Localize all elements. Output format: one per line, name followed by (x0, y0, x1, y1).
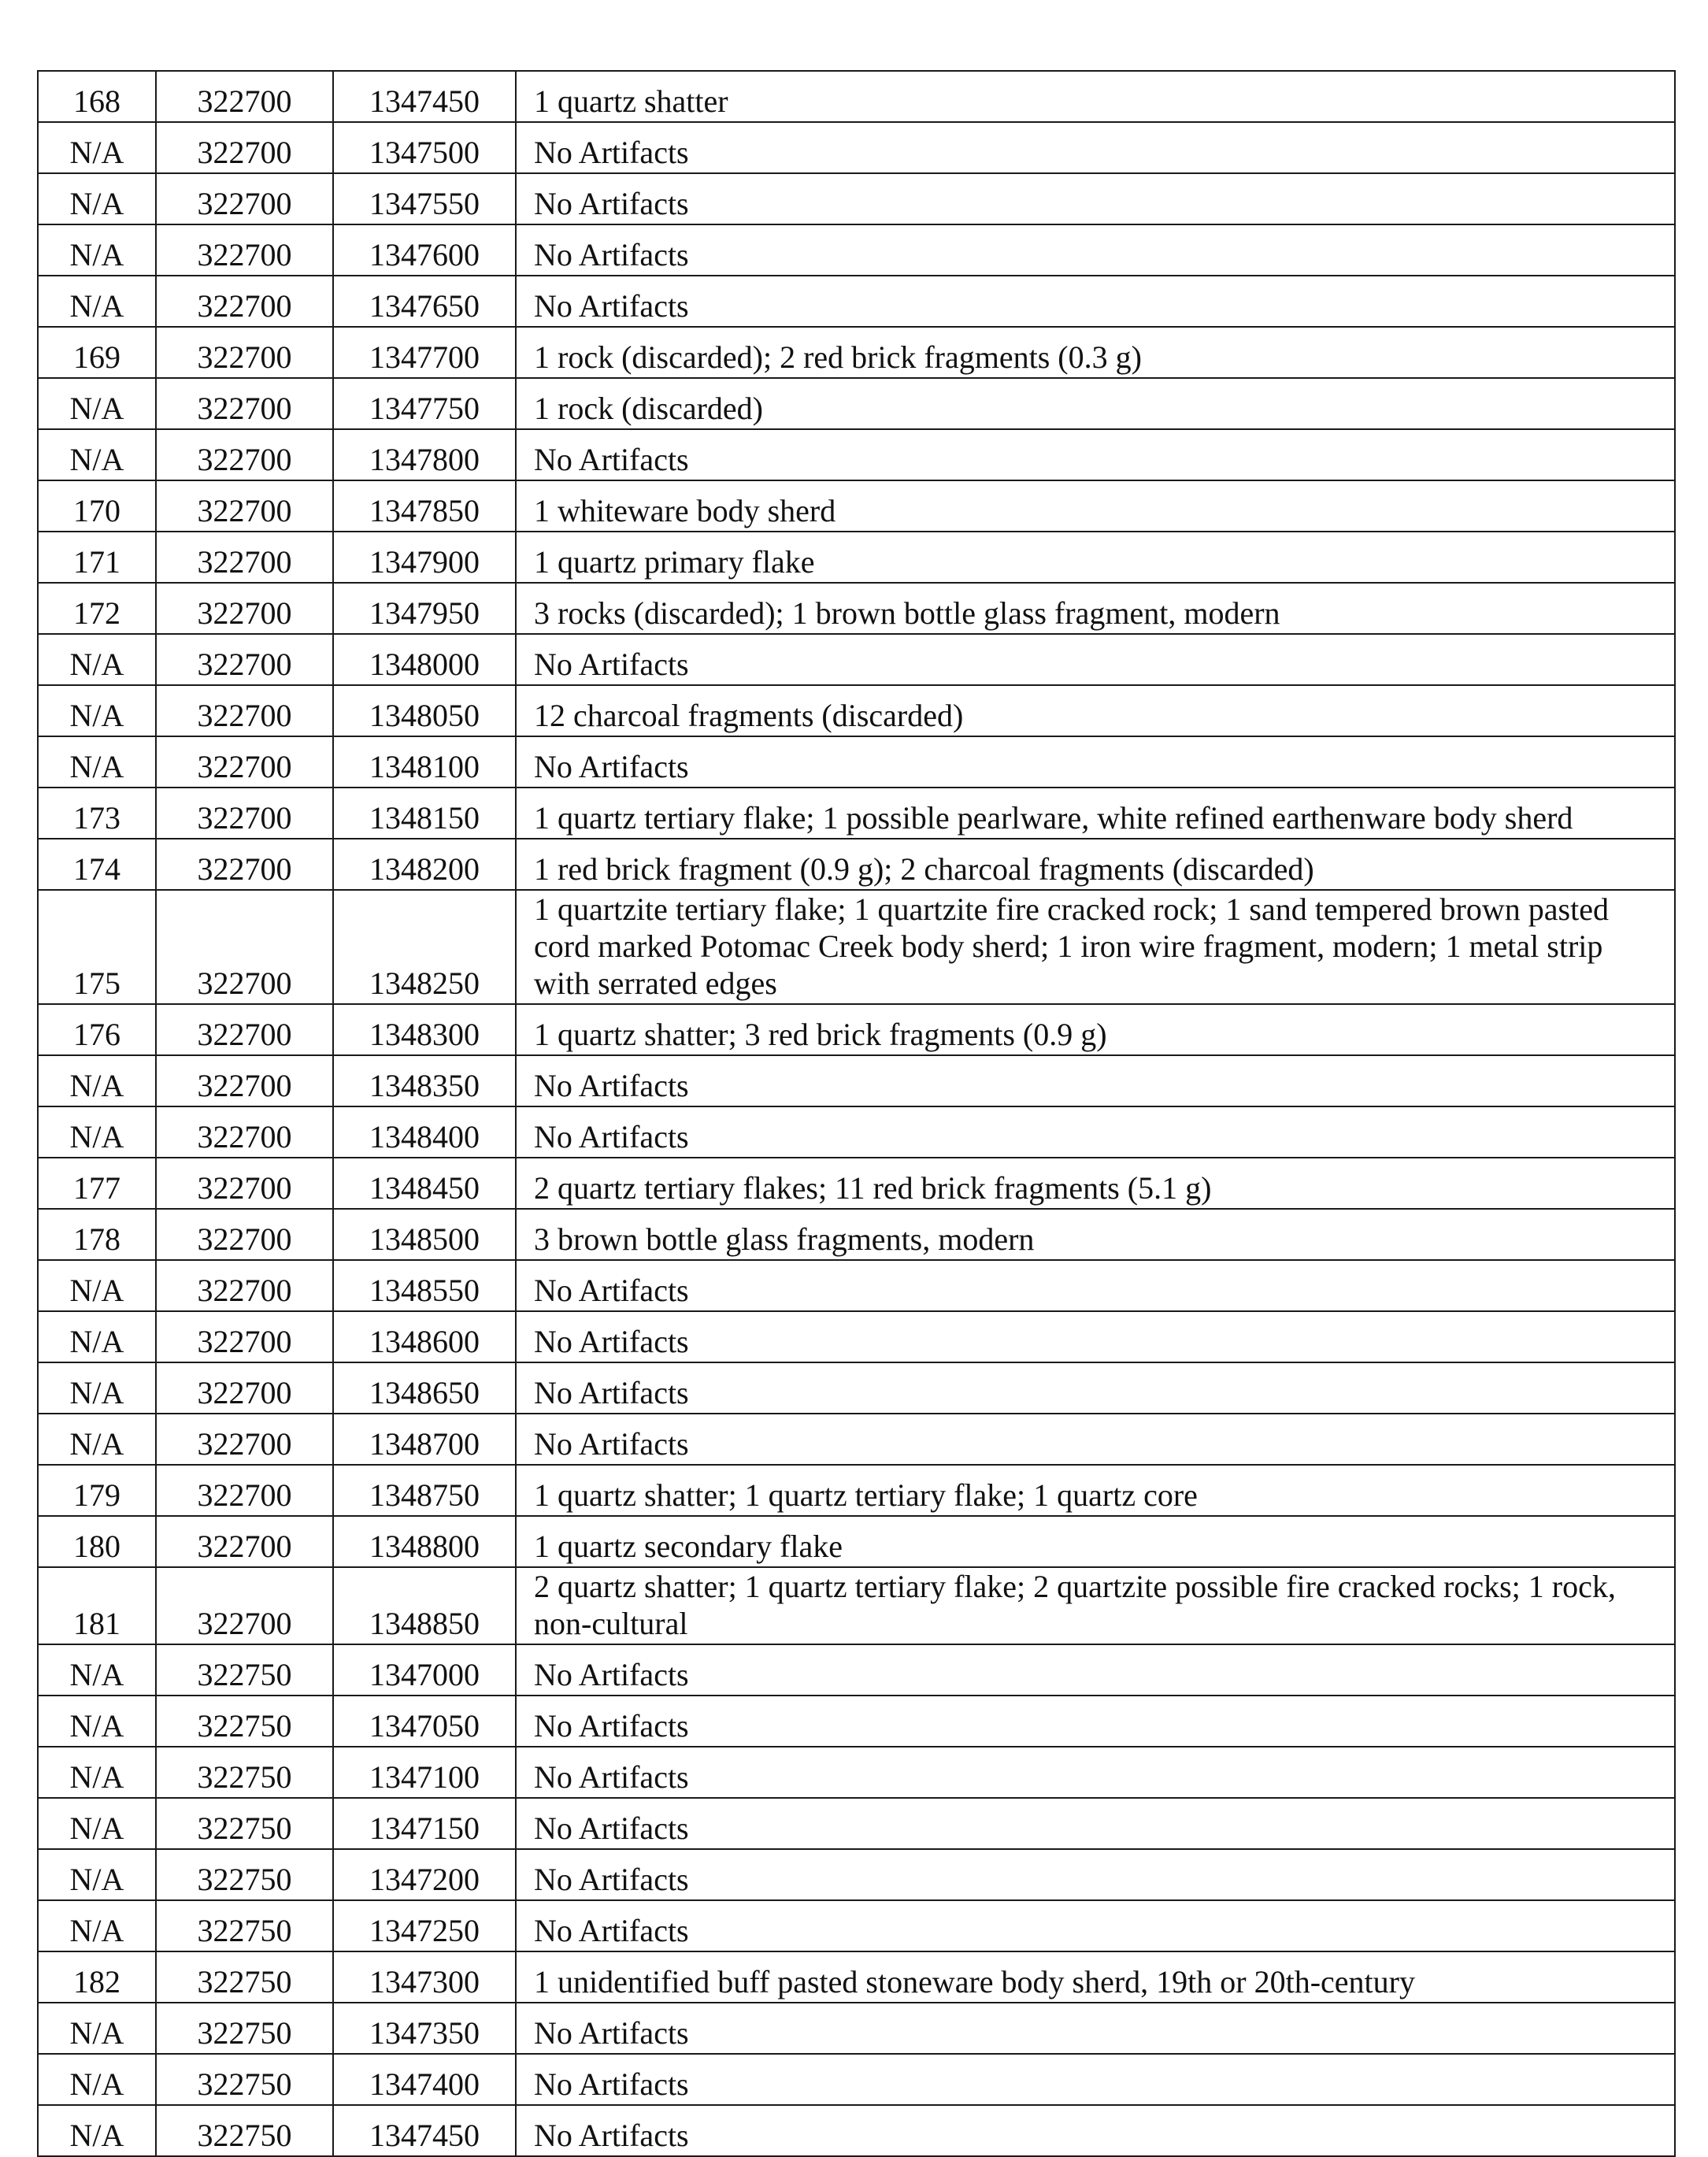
artifact-description-cell: No Artifacts (516, 1798, 1675, 1849)
artifact-description-cell: 1 rock (discarded); 2 red brick fragments (0.3 g) (516, 327, 1675, 378)
northing-cell: 1347450 (333, 2105, 516, 2156)
easting-cell: 322700 (156, 1516, 333, 1567)
catalog-number-cell: N/A (38, 1696, 156, 1747)
northing-cell: 1348000 (333, 634, 516, 685)
table-row (38, 1951, 1675, 2003)
catalog-number-cell: 172 (38, 583, 156, 634)
catalog-number-cell: 169 (38, 327, 156, 378)
artifact-description-cell: No Artifacts (516, 634, 1675, 685)
easting-cell: 322700 (156, 1414, 333, 1465)
northing-cell: 1348350 (333, 1055, 516, 1106)
artifact-table (37, 70, 1676, 2157)
table-row (38, 1644, 1675, 1696)
northing-cell: 1348850 (333, 1567, 516, 1644)
northing-cell: 1347350 (333, 2003, 516, 2054)
northing-cell: 1347400 (333, 2054, 516, 2105)
artifact-description-cell: 1 quartzite tertiary flake; 1 quartzite fire cracked rock; 1 sand tempered brown pasted cord marked Potomac Creek body sherd; 1 iron wire fragment, modern; 1 metal strip with serrated edges (516, 890, 1675, 1004)
easting-cell: 322700 (156, 634, 333, 685)
table-row (38, 685, 1675, 736)
table-row (38, 1696, 1675, 1747)
table-row (38, 429, 1675, 480)
catalog-number-cell: N/A (38, 736, 156, 788)
northing-cell: 1348200 (333, 839, 516, 890)
northing-cell: 1347050 (333, 1696, 516, 1747)
artifact-description-cell: 3 rocks (discarded); 1 brown bottle glass fragment, modern (516, 583, 1675, 634)
easting-cell: 322700 (156, 1106, 333, 1158)
easting-cell: 322700 (156, 224, 333, 276)
table-body (38, 71, 1675, 2156)
table-row (38, 224, 1675, 276)
northing-cell: 1347800 (333, 429, 516, 480)
table-row (38, 788, 1675, 839)
catalog-number-cell: 171 (38, 532, 156, 583)
artifact-description-cell: 1 quartz primary flake (516, 532, 1675, 583)
catalog-number-cell: 182 (38, 1951, 156, 2003)
easting-cell: 322750 (156, 1798, 333, 1849)
artifact-description-cell: No Artifacts (516, 1055, 1675, 1106)
easting-cell: 322700 (156, 890, 333, 1004)
catalog-number-cell: N/A (38, 2105, 156, 2156)
northing-cell: 1348600 (333, 1311, 516, 1362)
catalog-number-cell: 178 (38, 1209, 156, 1260)
catalog-number-cell: N/A (38, 173, 156, 224)
catalog-number-cell: N/A (38, 1260, 156, 1311)
artifact-description-cell: No Artifacts (516, 1106, 1675, 1158)
catalog-number-cell: N/A (38, 1849, 156, 1900)
catalog-number-cell: N/A (38, 1414, 156, 1465)
catalog-number-cell: N/A (38, 1311, 156, 1362)
northing-cell: 1348250 (333, 890, 516, 1004)
easting-cell: 322700 (156, 788, 333, 839)
easting-cell: 322700 (156, 685, 333, 736)
table-row (38, 1209, 1675, 1260)
easting-cell: 322700 (156, 122, 333, 173)
table-row (38, 173, 1675, 224)
northing-cell: 1347750 (333, 378, 516, 429)
northing-cell: 1347700 (333, 327, 516, 378)
easting-cell: 322750 (156, 1900, 333, 1951)
northing-cell: 1348750 (333, 1465, 516, 1516)
catalog-number-cell: N/A (38, 429, 156, 480)
easting-cell: 322750 (156, 2105, 333, 2156)
table-row (38, 634, 1675, 685)
catalog-number-cell: 180 (38, 1516, 156, 1567)
northing-cell: 1347000 (333, 1644, 516, 1696)
artifact-description-cell: No Artifacts (516, 276, 1675, 327)
artifact-description-cell: 1 rock (discarded) (516, 378, 1675, 429)
table-row (38, 276, 1675, 327)
easting-cell: 322750 (156, 1951, 333, 2003)
artifact-description-cell: 3 brown bottle glass fragments, modern (516, 1209, 1675, 1260)
artifact-description-cell: No Artifacts (516, 1311, 1675, 1362)
artifact-description-cell: 1 quartz shatter; 3 red brick fragments (0.9 g) (516, 1004, 1675, 1055)
easting-cell: 322700 (156, 429, 333, 480)
easting-cell: 322750 (156, 1747, 333, 1798)
artifact-description-cell: No Artifacts (516, 1696, 1675, 1747)
easting-cell: 322700 (156, 327, 333, 378)
artifact-description-cell: 1 quartz secondary flake (516, 1516, 1675, 1567)
artifact-description-cell: 12 charcoal fragments (discarded) (516, 685, 1675, 736)
easting-cell: 322700 (156, 1209, 333, 1260)
easting-cell: 322700 (156, 1311, 333, 1362)
table-row (38, 378, 1675, 429)
northing-cell: 1348700 (333, 1414, 516, 1465)
northing-cell: 1348100 (333, 736, 516, 788)
easting-cell: 322700 (156, 71, 333, 122)
northing-cell: 1348050 (333, 685, 516, 736)
table-row (38, 736, 1675, 788)
catalog-number-cell: N/A (38, 224, 156, 276)
artifact-description-cell: No Artifacts (516, 122, 1675, 173)
artifact-description-cell: No Artifacts (516, 1644, 1675, 1696)
table-row (38, 839, 1675, 890)
artifact-description-cell: 1 red brick fragment (0.9 g); 2 charcoal fragments (discarded) (516, 839, 1675, 890)
easting-cell: 322700 (156, 1158, 333, 1209)
artifact-description-cell: No Artifacts (516, 2054, 1675, 2105)
artifact-description-cell: No Artifacts (516, 2003, 1675, 2054)
catalog-number-cell: 176 (38, 1004, 156, 1055)
catalog-number-cell: N/A (38, 1362, 156, 1414)
artifact-description-cell: 1 unidentified buff pasted stoneware body sherd, 19th or 20th-century (516, 1951, 1675, 2003)
table-row (38, 122, 1675, 173)
northing-cell: 1347250 (333, 1900, 516, 1951)
artifact-description-cell: No Artifacts (516, 1900, 1675, 1951)
northing-cell: 1347100 (333, 1747, 516, 1798)
catalog-number-cell: 173 (38, 788, 156, 839)
northing-cell: 1348450 (333, 1158, 516, 1209)
easting-cell: 322750 (156, 2054, 333, 2105)
artifact-description-cell: 1 quartz shatter; 1 quartz tertiary flake; 1 quartz core (516, 1465, 1675, 1516)
table-row (38, 2054, 1675, 2105)
artifact-description-cell: No Artifacts (516, 736, 1675, 788)
table-row (38, 1465, 1675, 1516)
easting-cell: 322750 (156, 1696, 333, 1747)
northing-cell: 1348550 (333, 1260, 516, 1311)
table-row (38, 532, 1675, 583)
catalog-number-cell: N/A (38, 634, 156, 685)
easting-cell: 322750 (156, 1644, 333, 1696)
northing-cell: 1347650 (333, 276, 516, 327)
table-row (38, 1747, 1675, 1798)
table-row (38, 1516, 1675, 1567)
easting-cell: 322700 (156, 1055, 333, 1106)
catalog-number-cell: 179 (38, 1465, 156, 1516)
catalog-number-cell: 175 (38, 890, 156, 1004)
easting-cell: 322700 (156, 839, 333, 890)
catalog-number-cell: N/A (38, 2054, 156, 2105)
easting-cell: 322750 (156, 1849, 333, 1900)
catalog-number-cell: 174 (38, 839, 156, 890)
table-row (38, 1055, 1675, 1106)
catalog-number-cell: N/A (38, 2003, 156, 2054)
northing-cell: 1348400 (333, 1106, 516, 1158)
easting-cell: 322700 (156, 480, 333, 532)
northing-cell: 1347500 (333, 122, 516, 173)
easting-cell: 322700 (156, 1567, 333, 1644)
table-row (38, 890, 1675, 1004)
catalog-number-cell: 181 (38, 1567, 156, 1644)
easting-cell: 322700 (156, 276, 333, 327)
artifact-description-cell: No Artifacts (516, 1362, 1675, 1414)
table-row (38, 1362, 1675, 1414)
northing-cell: 1347600 (333, 224, 516, 276)
artifact-description-cell: 1 quartz shatter (516, 71, 1675, 122)
northing-cell: 1347200 (333, 1849, 516, 1900)
artifact-description-cell: No Artifacts (516, 1747, 1675, 1798)
easting-cell: 322700 (156, 532, 333, 583)
artifact-description-cell: No Artifacts (516, 429, 1675, 480)
northing-cell: 1347900 (333, 532, 516, 583)
northing-cell: 1348150 (333, 788, 516, 839)
easting-cell: 322700 (156, 1004, 333, 1055)
catalog-number-cell: 168 (38, 71, 156, 122)
artifact-description-cell: No Artifacts (516, 1260, 1675, 1311)
catalog-number-cell: 170 (38, 480, 156, 532)
easting-cell: 322700 (156, 173, 333, 224)
northing-cell: 1348300 (333, 1004, 516, 1055)
table-row (38, 2105, 1675, 2156)
table-row (38, 1900, 1675, 1951)
table-row (38, 480, 1675, 532)
artifact-description-cell: 2 quartz tertiary flakes; 11 red brick fragments (5.1 g) (516, 1158, 1675, 1209)
easting-cell: 322700 (156, 378, 333, 429)
artifact-description-cell: 1 whiteware body sherd (516, 480, 1675, 532)
catalog-number-cell: N/A (38, 1055, 156, 1106)
artifact-description-cell: No Artifacts (516, 1849, 1675, 1900)
northing-cell: 1347850 (333, 480, 516, 532)
table-row (38, 583, 1675, 634)
northing-cell: 1347950 (333, 583, 516, 634)
easting-cell: 322700 (156, 736, 333, 788)
easting-cell: 322700 (156, 583, 333, 634)
northing-cell: 1348800 (333, 1516, 516, 1567)
table-row (38, 1260, 1675, 1311)
northing-cell: 1347550 (333, 173, 516, 224)
table-row (38, 327, 1675, 378)
easting-cell: 322700 (156, 1362, 333, 1414)
table-row (38, 2003, 1675, 2054)
catalog-number-cell: 177 (38, 1158, 156, 1209)
table-row (38, 1106, 1675, 1158)
northing-cell: 1347150 (333, 1798, 516, 1849)
northing-cell: 1348650 (333, 1362, 516, 1414)
artifact-table-wrapper (37, 70, 1674, 2157)
table-row (38, 1004, 1675, 1055)
catalog-number-cell: N/A (38, 685, 156, 736)
artifact-description-cell: No Artifacts (516, 224, 1675, 276)
table-row (38, 1567, 1675, 1644)
easting-cell: 322700 (156, 1465, 333, 1516)
catalog-number-cell: N/A (38, 1798, 156, 1849)
catalog-number-cell: N/A (38, 1747, 156, 1798)
catalog-number-cell: N/A (38, 1900, 156, 1951)
northing-cell: 1347450 (333, 71, 516, 122)
artifact-description-cell: No Artifacts (516, 1414, 1675, 1465)
catalog-number-cell: N/A (38, 1106, 156, 1158)
table-row (38, 1849, 1675, 1900)
catalog-number-cell: N/A (38, 378, 156, 429)
artifact-description-cell: No Artifacts (516, 173, 1675, 224)
easting-cell: 322700 (156, 1260, 333, 1311)
table-row (38, 1311, 1675, 1362)
table-row (38, 71, 1675, 122)
northing-cell: 1347300 (333, 1951, 516, 2003)
table-row (38, 1414, 1675, 1465)
table-row (38, 1158, 1675, 1209)
northing-cell: 1348500 (333, 1209, 516, 1260)
easting-cell: 322750 (156, 2003, 333, 2054)
catalog-number-cell: N/A (38, 1644, 156, 1696)
artifact-description-cell: 1 quartz tertiary flake; 1 possible pearlware, white refined earthenware body sherd (516, 788, 1675, 839)
artifact-description-cell: No Artifacts (516, 2105, 1675, 2156)
catalog-number-cell: N/A (38, 122, 156, 173)
catalog-number-cell: N/A (38, 276, 156, 327)
table-row (38, 1798, 1675, 1849)
artifact-description-cell: 2 quartz shatter; 1 quartz tertiary flake; 2 quartzite possible fire cracked rocks; 1 rock, non-cultural (516, 1567, 1675, 1644)
